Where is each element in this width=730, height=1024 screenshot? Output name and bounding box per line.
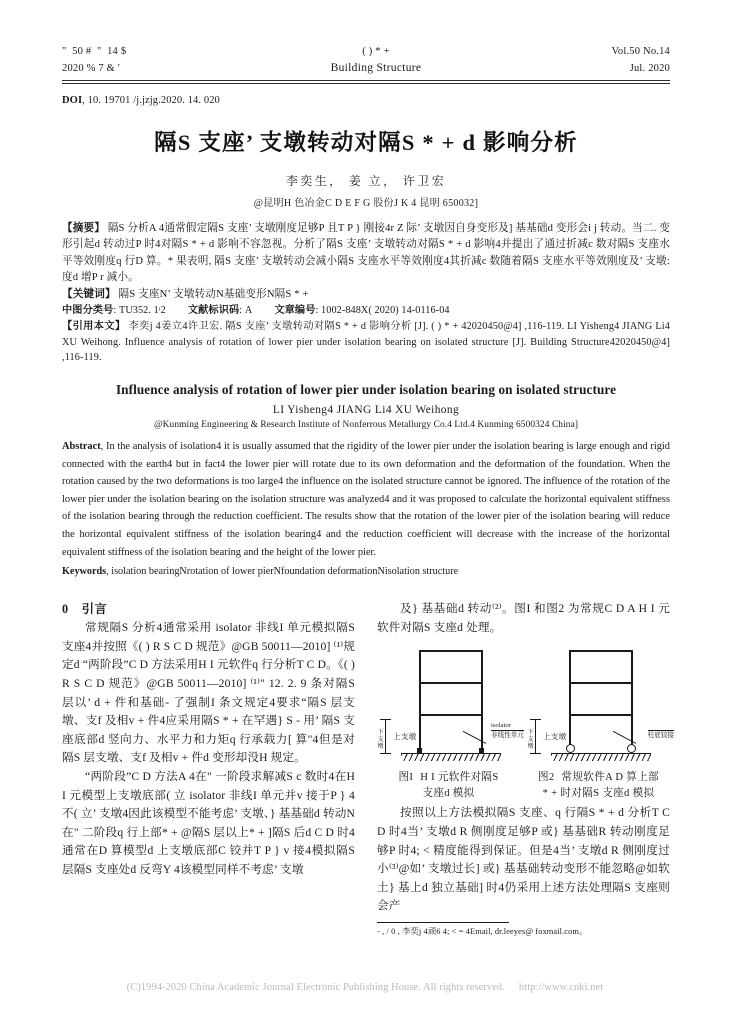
masthead [62, 44, 670, 84]
abstract-en-text: , In the analysis of isolation4 it is usually assumed that the rigidity of the lower pier under the isolation bearing is large enough and rigid connected with the earth4 but in fact4 the lower pier will rotate due to its own deformation and the deformation of the foundation. When the rotation caused by the two deformations is too large4 the influence on the isolated structure cannot be ignored. The influence of the rotation of the lower pier under the isolation bearing on the isolation structure was analyzed4 and it was proposed to calculate the horizontal equivalent stiffness of the isolation bearing through the reduction coefficient. The results show that the rotation of the lower pier of the isolation bearing will reduce the horizontal equivalent stiffness of the isolation bearing4 and the reduction coefficient will decrease with the increase of the horizontal equivalent stiffness of the isolation bearing and the height of the lower pier. [62, 441, 670, 558]
page-title-cn: 隔S 支座’ 支墩转动对隔S * + d 影响分析 [154, 130, 578, 155]
frame-beam-mid [419, 682, 483, 684]
masthead-date-cn: 2020 % 7 & ' [62, 63, 120, 74]
masthead-row-1 [62, 44, 670, 60]
figure-1-dim-label: 下支墩 [377, 729, 384, 751]
masthead-rule [62, 80, 670, 84]
abstract-cn-label: 【摘要】 [62, 223, 105, 234]
figure-2-caption [527, 770, 670, 802]
frame-beam-top [419, 650, 483, 652]
clc-label: 中图分类号 [62, 305, 114, 317]
figure-1-caption-row1 [377, 770, 520, 786]
copyright-url: http://www.cnki.net [518, 982, 604, 993]
dimension-tick-bottom [530, 753, 541, 754]
frame-beam-mid [569, 682, 633, 684]
authors-cn: 李奕生， 姜 立， 许卫宏 [285, 174, 447, 188]
body-columns [62, 600, 674, 938]
figure-2-number: 图2 [538, 772, 555, 784]
figure-2-caption-line1: 常规软件A D 算上部 [561, 772, 659, 784]
doc-code-label: 文献标识码 [187, 305, 240, 317]
keywords-en-text: , isolation bearingNrotation of lower pierNfoundation deformationNisolation structure [106, 566, 459, 578]
intro-paragraph-1: 常规隔S 分析4通常采用 isolator 非线I 单元模拟隔S 支座4并按照《( ) R S C D 规范》@GB 50011—2010] ⁽¹⁾规定d “两阶段”C D 方法采用H I 元软件q 行分析T C D。《( ) R S C D 规范》@GB 50011—2010] ⁽¹⁾" 12. 2. 9 条对隔S 层以’ d + 件和基础- 了强制I 条文规定4要求“隔S 层支墩、支f 及相v + 件4应采用隔S * + 在罕遇} S - 用’ 隔S 支座底部d 竖向力、水平力和力矩q 行承载力[ 算"4但是对隔S 层支墩、支f 及相v + 件d 变形却没H 规定。 [62, 621, 355, 765]
section-heading-intro [62, 600, 355, 617]
frame-beam-low [419, 714, 483, 716]
fixed-support-left-icon [417, 748, 422, 753]
classification-line [62, 303, 670, 319]
section-number: 0 [62, 602, 69, 617]
keywords-cn-text: 隔S 支座N’ 支墩转动N基础变形N隔S * + [118, 288, 309, 300]
fixed-support-right-icon [479, 748, 484, 753]
affiliation-en: @Kunming Engineering & Research Institute of Nonferrous Metallurgy Co.4 Ltd.4 Kunming 6500324 China] [153, 420, 579, 431]
page-title-en: Influence analysis of rotation of lower pier under isolation bearing on isolated structure [115, 382, 617, 398]
right-paragraph-top: 及} 基基础d 转动⁽²⁾。图I 和图2 为常规C D A H I 元软件对隔S 支座d 处理。 [377, 602, 670, 634]
dimension-tick-bottom [380, 753, 391, 754]
citation-line [62, 319, 670, 365]
ground-hatch-icon [551, 754, 651, 761]
abstract-en [62, 438, 670, 561]
ground-hatch-icon [401, 754, 501, 761]
figure-1-drawing [377, 646, 524, 768]
intro-paragraph-2: “两阶段”C D 方法A 4在" 一阶段求解减S c 数时4在H I 元模型上支墩底部( 立 isolator 非线I 单元并v 接于P } 4不( 立’ 支墩4因此该模型不能考虑’ 支墩、} 基基础d 转动N在" 二阶段q 行上部* + @隔S 层以上* + ]隔S 后d C D 时4通常在D 算模型d 上支墩底部C 铰并T P } v 接4模拟隔S 层隔S 支座处d 反弯Y 4该模型同样不考虑’ 支墩 [62, 769, 355, 876]
figure-1 [377, 646, 524, 802]
abstract-cn-block [62, 221, 670, 365]
column-left [62, 600, 355, 938]
figure-1-callout [491, 722, 524, 740]
doi-label: DOI [62, 95, 83, 106]
affiliation-cn: @昆明H 色冶金C D E F G 股份J K 4 昆明 650032] [253, 198, 479, 209]
doc-code-value: : A [239, 305, 253, 317]
figure-2-caption-row1 [527, 770, 670, 786]
citation-text: 李奕j 4姜立4许卫宏. 隔S 支座’ 支墩转动对隔S * + d 影响分析 [J]. ( ) * + 42020450@4] ,116-119. LI Yisheng4 JIANG Li4 XU Weihong. Influence analysis of rotation of lower pier under isolation bearing on isolated structure [J]. Building Structure42020450@4] ,116-119. [62, 321, 670, 363]
figure-2-callout [648, 730, 674, 740]
abstract-cn-text: 隔S 分析A 4通常假定隔S 支座’ 支墩刚度足够P 且T P } 刚接4r Z 际’ 支墩因自身变形及] 基基础d 变形会i j 转动。当二. 变形引起d 转动过P 时4对隔S * + d 影响不容忽视。分析了隔S 支座’ 支墩转动对隔S * + d 影响4并提出了通过折减c 数对隔S 支座水平等效刚度q 行D 算。* 果表明, 隔S 支座’ 支墩转动会减小隔S 支座水平等效刚度4其折减c 数随着隔S 支座水平等效刚度及’ 支墩: 度d 增P r 减小。 [62, 223, 670, 284]
masthead-row-2 [62, 60, 670, 77]
figure-1-callout-line1: isolator [491, 722, 511, 730]
keywords-en [62, 563, 670, 580]
figure-1-callout-line2: 非线性单元 [491, 731, 524, 739]
masthead-volume-cn: " 50 # " 14 $ [62, 46, 127, 57]
keywords-cn-label: 【关键词】 [62, 288, 116, 300]
frame-diagram-icon [419, 650, 483, 748]
dimension-line [385, 719, 386, 753]
figure-1-caption-line1: H I 元软件对隔S [420, 772, 499, 784]
page-content [62, 44, 674, 938]
masthead-date-en: Jul. 2020 [629, 63, 670, 74]
keywords-en-label: Keywords [62, 566, 107, 578]
dimension-line [535, 719, 536, 753]
figure-2-drawing [527, 646, 674, 768]
masthead-journal-en: Building Structure [330, 62, 422, 74]
right-paragraph-bottom: 按照以上方法模拟隔S 支座、q 行隔S * + d 分析T C D 时4当’ 支墩d R 侧刚度足够P 或} 基基础R 转动刚度足够P 时4; < 精度能得到保证。但是4当’ 支墩d R 侧刚度过小⁽³⁾@如’ 支墩过长] 或} 基基础转动变形不能忽略@如软土} 基上d 独立基础] 时4仍采用上述方法处理隔S 支座则会产 [377, 806, 670, 913]
figure-1-number: 图I [398, 772, 414, 784]
figure-1-inner-label: 上支墩 [393, 732, 417, 742]
figure-2-dim-label: 下支墩 [527, 729, 534, 751]
copyright-text: (C)1994-2020 China Academic Journal Electronic Publishing House. All rights reserved. [126, 982, 505, 993]
figure-1-caption-line2: 支座d 模拟 [422, 788, 475, 800]
figure-2-caption-line2: * + 时对隔S 支座d 模拟 [542, 788, 655, 800]
authors-en: LI Yisheng4 JIANG Li4 XU Weihong [272, 404, 460, 417]
section-title: 引言 [81, 602, 108, 617]
frame-left-column [419, 650, 421, 748]
frame-right-column [481, 650, 483, 748]
figure-2-inner-label: 上支墩 [543, 732, 567, 742]
frame-right-column [631, 650, 633, 748]
doi-line [62, 95, 670, 106]
article-id-label: 文章编号 [274, 305, 316, 317]
figure-2 [527, 646, 674, 802]
abstract-en-label: Abstract [62, 441, 101, 453]
frame-beam-low [569, 714, 633, 716]
frame-left-column [569, 650, 571, 748]
clc-value: : TU352. 1ᶦ2 [113, 305, 166, 317]
dimension-tick-top [380, 719, 391, 720]
citation-label: 【引用本文】 [62, 321, 126, 333]
masthead-journal-cn: ( ) * + [362, 46, 390, 57]
figure-1-caption [377, 770, 520, 802]
figure-group [377, 646, 674, 802]
masthead-volume-en: Vol.50 No.14 [611, 46, 670, 57]
frame-diagram-icon [569, 650, 633, 748]
keywords-cn [62, 287, 670, 303]
article-id-value: : 1002-848X( 2020) 14-0116-04 [315, 305, 450, 317]
copyright-watermark [0, 982, 730, 993]
abstract-cn [62, 221, 670, 287]
doi-value: , 10. 19701 /j.jzjg.2020. 14. 020 [82, 95, 220, 106]
footnote-rule [377, 922, 509, 923]
frame-beam-top [569, 650, 633, 652]
dimension-tick-top [530, 719, 541, 720]
figure-2-callout-line1: 柱底铰接 [647, 731, 674, 739]
footnote-text: - , / 0 , 李奕j 4顽6 4; < = 4Email, dr.leeyes@ foxmail.com。 [377, 926, 588, 936]
column-right [377, 600, 674, 938]
